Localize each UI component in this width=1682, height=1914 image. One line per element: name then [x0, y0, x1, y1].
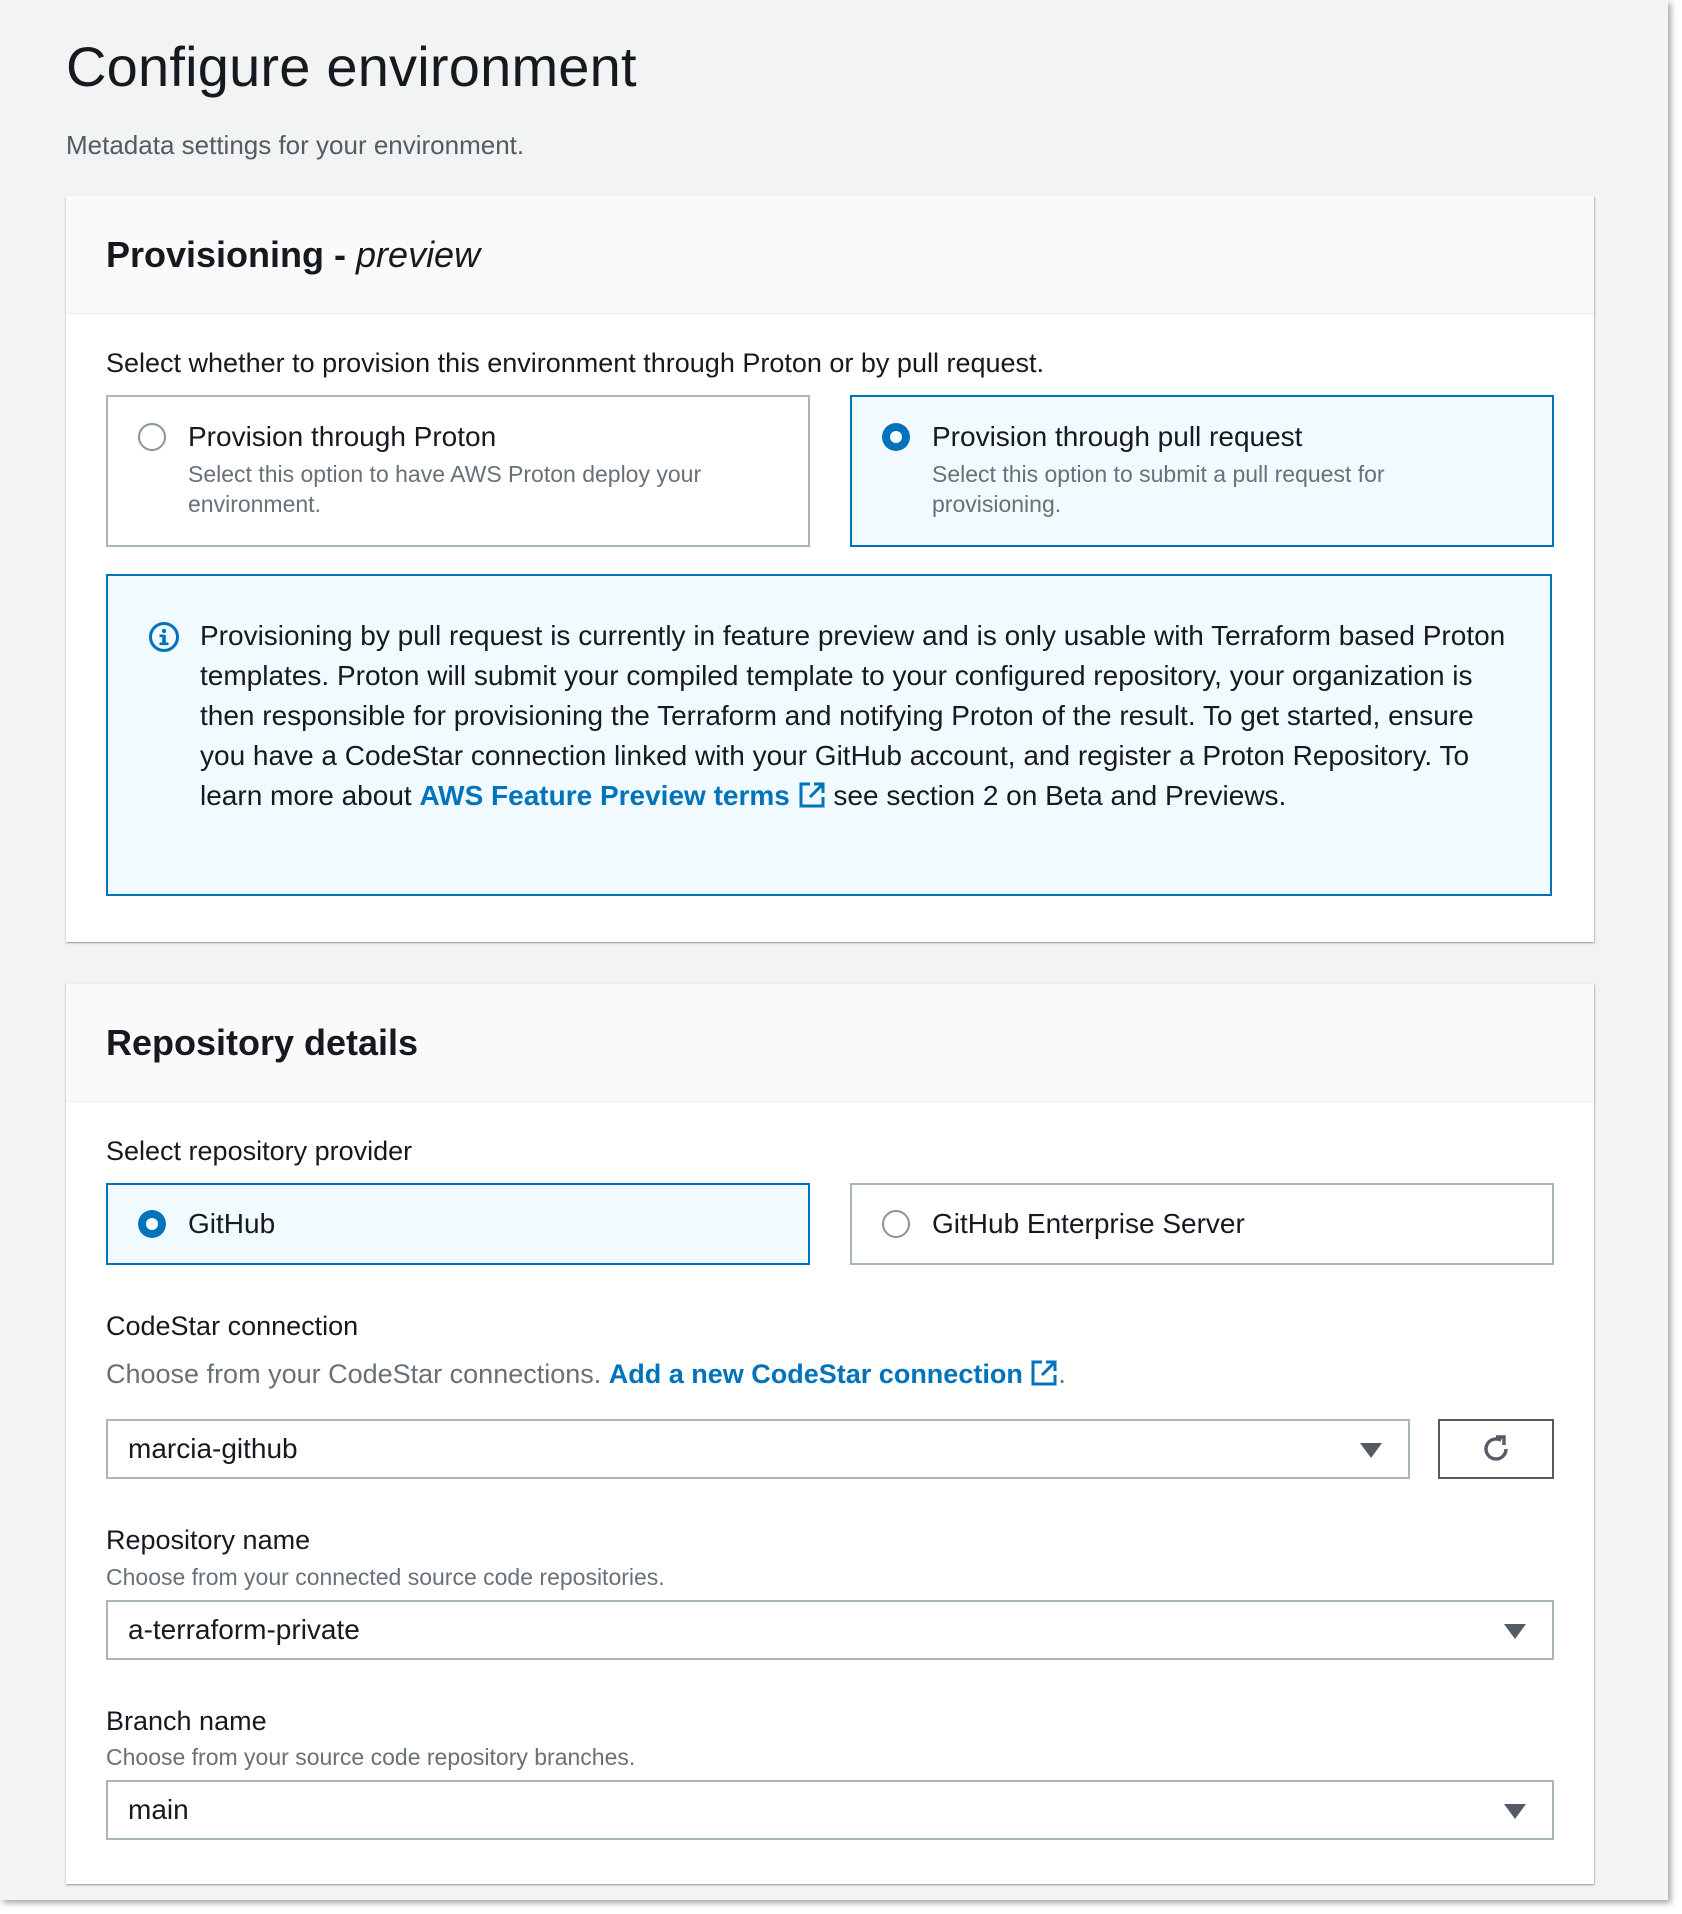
external-link-icon — [798, 781, 826, 809]
provider-github-enterprise-label: GitHub Enterprise Server — [932, 1208, 1245, 1239]
caret-down-icon — [1360, 1443, 1382, 1458]
provision-pull-request-label: Provision through pull request — [932, 421, 1303, 452]
codestar-connection-value: marcia-github — [128, 1433, 298, 1464]
provision-pull-request-radio[interactable] — [882, 423, 910, 451]
page-subtitle: Metadata settings for your environment. — [66, 130, 525, 160]
codestar-connection-description: Choose from your CodeStar connections. Add a new CodeStar connection . — [106, 1359, 1066, 1389]
pull-request-info-alert — [106, 574, 1552, 896]
caret-down-icon — [1504, 1804, 1526, 1819]
provision-proton-label: Provision through Proton — [188, 421, 497, 452]
info-icon — [148, 621, 180, 653]
repository-name-description: Choose from your connected source code repositories. — [106, 1564, 665, 1590]
provision-pull-request-description: Select this option to submit a pull request for provisioning. — [932, 461, 1385, 517]
refresh-icon — [1479, 1432, 1513, 1466]
page-title: Configure environment — [66, 35, 637, 98]
repository-name-label: Repository name — [106, 1525, 311, 1555]
provisioning-header — [66, 196, 1594, 314]
provider-github-enterprise-radio[interactable] — [882, 1210, 910, 1238]
codestar-connection-select[interactable] — [106, 1419, 1410, 1479]
provision-through-pull-request-tile[interactable] — [850, 395, 1554, 547]
provider-github-label: GitHub — [188, 1208, 276, 1239]
provision-proton-radio[interactable] — [138, 423, 166, 451]
provisioning-container — [66, 196, 1594, 942]
repository-name-select[interactable] — [106, 1600, 1554, 1660]
provision-proton-description: Select this option to have AWS Proton deploy your environment. — [188, 461, 702, 517]
branch-name-label: Branch name — [106, 1706, 267, 1736]
provider-github-tile[interactable] — [106, 1183, 810, 1265]
info-alert-text: Provisioning by pull request is currently in feature preview and is only usable with Terraform based Proton templates. Proton will submit your compiled template to your configured repository, your organization is then responsible for provisioning the Terraform and notifying Proton of the result. To get started, ensure you have a CodeStar connection linked with your GitHub account, and register a Proton Repository. To learn more about AWS Feature Preview terms see section 2 on Beta and Previews. — [200, 620, 1506, 811]
provisioning-prompt: Select whether to provision this environment through Proton or by pull request. — [106, 348, 1045, 378]
refresh-connections-button[interactable] — [1438, 1419, 1554, 1479]
branch-name-description: Choose from your source code repository branches. — [106, 1744, 636, 1770]
aws-feature-preview-terms-link[interactable]: AWS Feature Preview terms — [419, 780, 825, 811]
repository-details-title: Repository details — [106, 1021, 419, 1063]
add-codestar-connection-link[interactable]: Add a new CodeStar connection — [609, 1359, 1059, 1389]
repository-name-value: a-terraform-private — [128, 1614, 360, 1645]
branch-name-value: main — [128, 1794, 189, 1825]
external-link-icon — [1030, 1359, 1058, 1387]
provisioning-title: Provisioning - preview — [106, 233, 481, 275]
branch-name-select[interactable] — [106, 1780, 1554, 1840]
caret-down-icon — [1504, 1624, 1526, 1639]
repository-details-container — [66, 984, 1594, 1884]
provider-github-enterprise-tile[interactable] — [850, 1183, 1554, 1265]
provider-github-radio[interactable] — [138, 1210, 166, 1238]
repository-provider-label: Select repository provider — [106, 1136, 413, 1166]
provision-through-proton-tile[interactable] — [106, 395, 810, 547]
repository-details-header — [66, 984, 1594, 1102]
codestar-connection-label: CodeStar connection — [106, 1311, 359, 1341]
